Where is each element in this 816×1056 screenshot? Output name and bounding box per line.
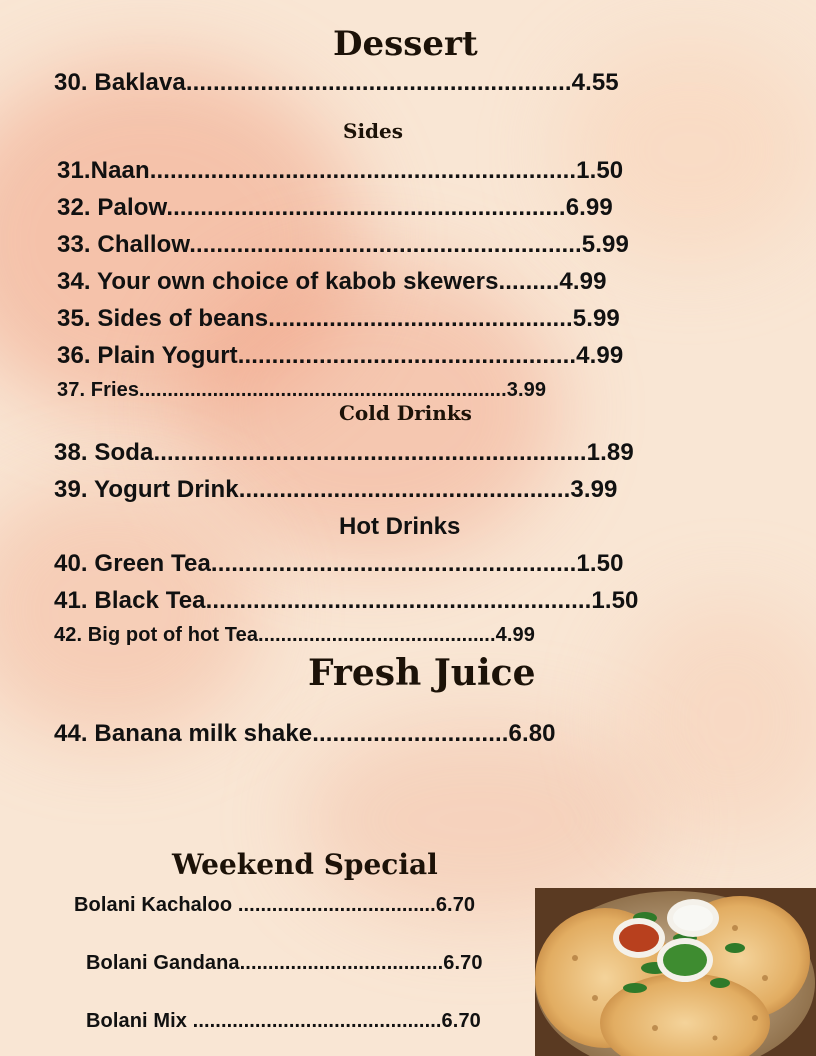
- menu-item-plain-yogurt: 36. Plain Yogurt..................................................4.99: [57, 342, 624, 369]
- fresh-juice-heading: Fresh Juice: [308, 652, 536, 694]
- menu-item-bolani-mix: Bolani Mix ............................................6.70: [86, 1010, 481, 1032]
- hot-drinks-heading: Hot Drinks: [339, 513, 461, 540]
- menu-item-palow: 32. Palow...........................................................6.99: [57, 194, 613, 221]
- menu-item-soda: 38. Soda................................................................1.89: [54, 439, 634, 466]
- bolani-plate-illustration: [535, 888, 816, 1056]
- menu-item-black-tea: 41. Black Tea.........................................................1.50: [54, 587, 639, 614]
- sides-heading: Sides: [343, 119, 404, 143]
- menu-item-sides-of-beans: 35. Sides of beans.............................................5.99: [57, 305, 620, 332]
- menu-item-baklava: 30. Baklava.........................................................4.55: [54, 69, 619, 96]
- bolani-food-photo: [535, 888, 816, 1056]
- menu-item-green-tea: 40. Green Tea......................................................1.50: [54, 550, 624, 577]
- menu-item-kabob-skewers: 34. Your own choice of kabob skewers.........4.99: [57, 268, 607, 295]
- menu-item-yogurt-drink: 39. Yogurt Drink.................................................3.99: [54, 476, 618, 503]
- dessert-heading: Dessert: [333, 24, 478, 64]
- menu-item-big-pot-tea: 42. Big pot of hot Tea..........................................4.99: [54, 624, 535, 646]
- menu-item-banana-milk-shake: 44. Banana milk shake.............................6.80: [54, 720, 556, 747]
- menu-item-bolani-kachaloo: Bolani Kachaloo ...................................6.70: [74, 894, 476, 916]
- menu-item-bolani-gandana: Bolani Gandana....................................6.70: [86, 952, 483, 974]
- menu-item-challow: 33. Challow..........................................................5.99: [57, 231, 629, 258]
- menu-item-fries: 37. Fries.................................................................3.99: [57, 379, 547, 401]
- weekend-special-heading: Weekend Special: [172, 848, 438, 881]
- cold-drinks-heading: Cold Drinks: [339, 401, 472, 425]
- menu-item-naan: 31.Naan...............................................................1.50: [57, 157, 624, 184]
